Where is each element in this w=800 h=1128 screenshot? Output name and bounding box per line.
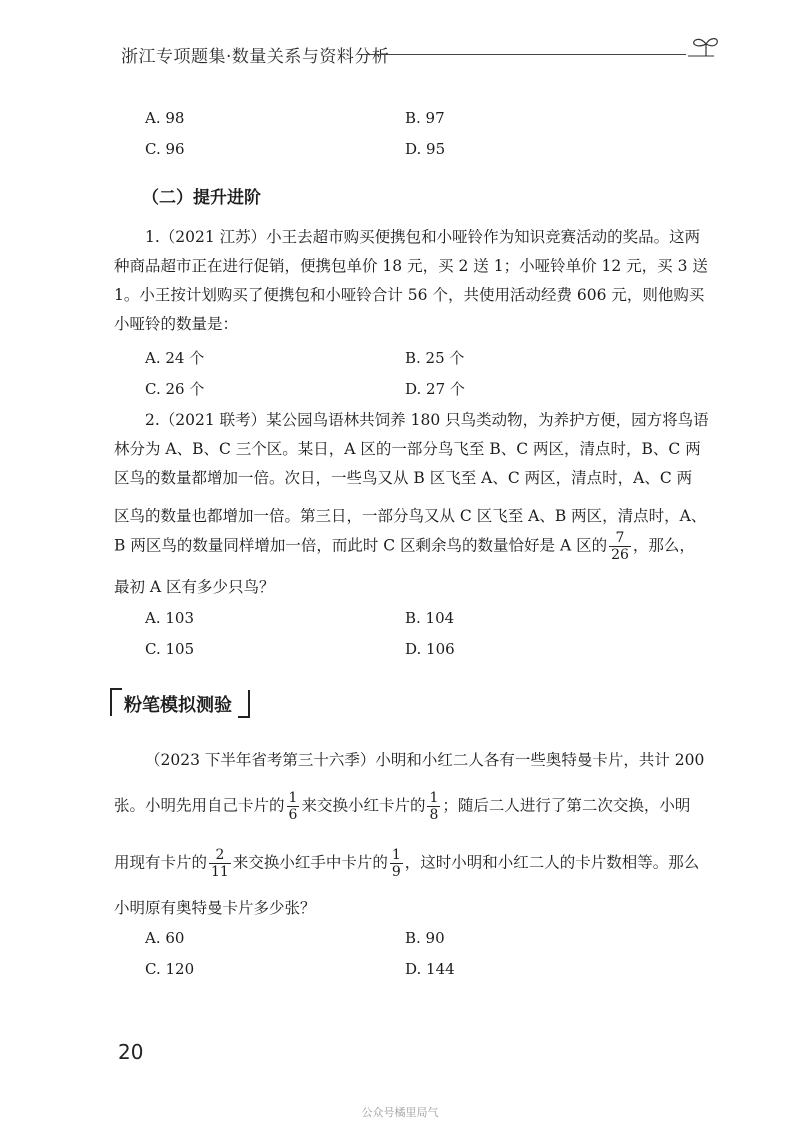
bracket-left [110,688,122,716]
q3-line-3 [114,847,699,880]
fraction-denominator: 11 [211,864,229,880]
sprout-icon [684,34,724,60]
option-c: C. 96 [145,140,185,158]
q3-option-a: A. 60 [145,929,185,947]
q2-line-5-text-before: B 两区鸟的数量同样增加一倍，而此时 C 区剩余鸟的数量恰好是 A 区的 [114,536,608,555]
q3-line-3-text-a: 用现有卡片的 [114,853,208,872]
q3-line-3-text-b: 来交换小红手中卡片的 [232,853,388,872]
q2-line-2: 林分为 A、B、C 三个区。某日，A 区的一部分鸟飞至 B、C 两区，清点时，B、C 两 [114,440,701,458]
q3-line-2-text-c: ；随后二人进行了第二次交换，小明 [442,796,691,815]
q2-option-b: B. 104 [405,609,455,627]
q1-line-3: 1。小王按计划购买了便携包和小哑铃合计 56 个，共使用活动经费 606 元，则他购买 [114,286,705,304]
option-b: B. 97 [405,109,445,127]
fraction-1-8 [427,790,440,823]
q2-line-1: 2.（2021 联考）某公园鸟语林共饲养 180 只鸟类动物，为养护方便，园方将鸟语 [145,411,709,429]
q3-line-3-text-c: ，这时小明和小红二人的卡片数相等。那么 [404,853,700,872]
q1-option-b: B. 25 个 [405,349,465,367]
fraction-numerator: 1 [288,790,298,806]
running-header-title: 浙江专项题集·数量关系与资料分析 [121,47,390,67]
option-d: D. 95 [405,140,446,158]
fraction-numerator: 1 [391,847,401,863]
option-a: A. 98 [145,109,185,127]
fraction-1-6 [287,790,300,823]
header-rule [358,54,686,55]
fraction-numerator: 2 [209,847,231,864]
q3-option-c: C. 120 [145,960,195,978]
q2-line-5 [114,530,695,563]
q2-option-c: C. 105 [145,640,195,658]
fraction-denominator: 6 [288,807,298,823]
q2-line-4: 区鸟的数量也都增加一倍。第三日，一部分鸟又从 C 区飞至 A、B 两区，清点时，A、 [114,507,707,525]
fraction-1-9 [390,847,403,880]
fraction-numerator: 1 [429,790,439,806]
q2-option-a: A. 103 [145,609,194,627]
fraction-7-26 [609,530,631,563]
fraction-2-11 [209,847,231,880]
q3-option-b: B. 90 [405,929,445,947]
q1-option-a: A. 24 个 [145,349,205,367]
mock-test-heading: 粉笔模拟测验 [124,695,232,716]
page-number: 20 [118,1040,144,1064]
q1-line-4: 小哑铃的数量是： [114,315,239,333]
fraction-denominator: 8 [429,807,439,823]
q1-line-2: 种商品超市正在进行促销，便携包单价 18 元，买 2 送 1；小哑铃单价 12 元，买 3 送 [114,257,708,275]
q3-line-1: （2023 下半年省考第三十六季）小明和小红二人各有一些奥特曼卡片，共计 200 [145,751,705,769]
q2-line-3: 区鸟的数量都增加一倍。次日，一些鸟又从 B 区飞至 A、C 两区，清点时，A、C 两 [114,469,693,487]
q3-line-2-text-a: 张。小明先用自己卡片的 [114,796,285,815]
q3-option-d: D. 144 [405,960,455,978]
q1-line-1: 1.（2021 江苏）小王去超市购买便携包和小哑铃作为知识竞赛活动的奖品。这两 [145,228,701,246]
q3-line-2-text-b: 来交换小红卡片的 [301,796,426,815]
q1-option-d: D. 27 个 [405,380,465,398]
q3-line-4: 小明原有奥特曼卡片多少张？ [114,899,316,917]
fraction-denominator: 26 [611,547,629,563]
bracket-right [238,690,250,718]
q2-line-6: 最初 A 区有多少只鸟？ [114,578,275,596]
fraction-numerator: 7 [609,530,631,547]
watermark-text: 公众号橘里局气 [361,1106,439,1119]
fraction-denominator: 9 [391,864,401,880]
q1-option-c: C. 26 个 [145,380,205,398]
section-heading-advanced: （二）提升进阶 [142,188,261,208]
q3-line-2 [114,790,690,823]
q2-line-5-text-after: ，那么， [632,536,695,555]
q2-option-d: D. 106 [405,640,455,658]
